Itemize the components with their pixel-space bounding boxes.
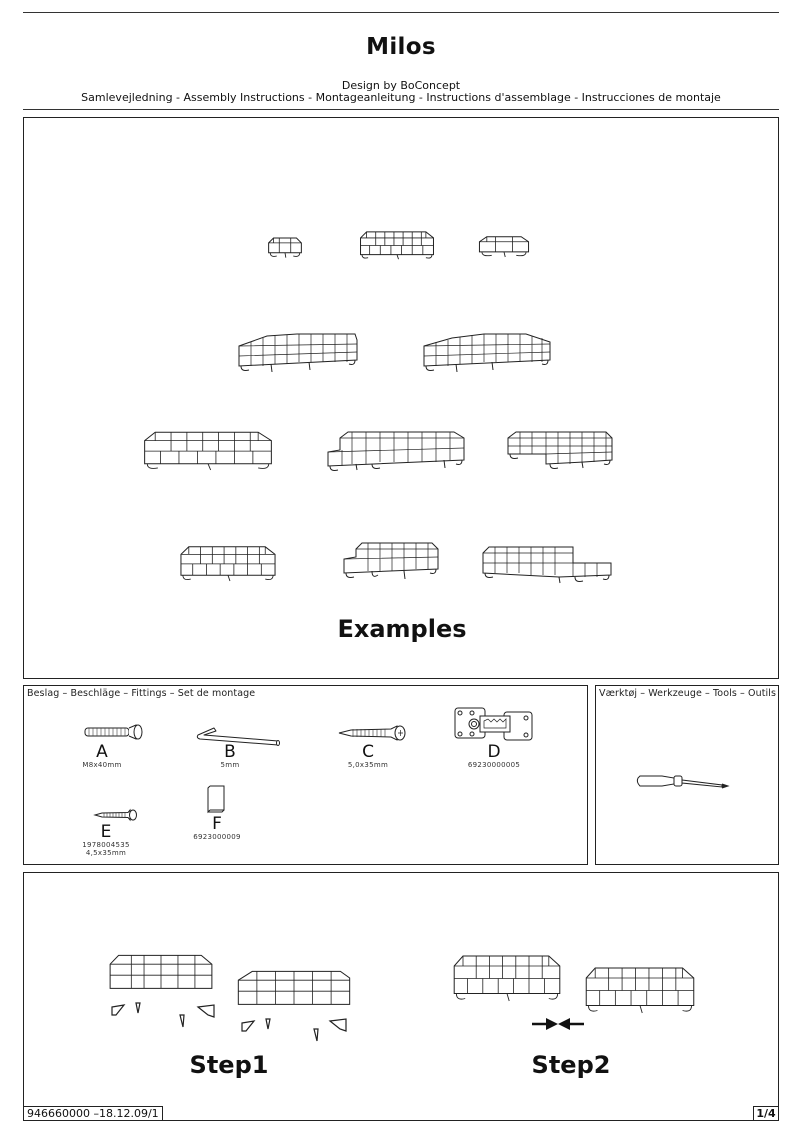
step1-legs-left bbox=[110, 1001, 220, 1029]
part-f: F 6923000009 bbox=[193, 814, 241, 841]
screwdriver-icon bbox=[634, 770, 734, 794]
steps-panel bbox=[23, 872, 779, 1121]
corner-sofa-left-illustration bbox=[237, 326, 361, 374]
footstool-large-illustration bbox=[477, 235, 531, 257]
page-number: 1/4 bbox=[753, 1106, 779, 1120]
examples-label: Examples bbox=[337, 615, 467, 643]
bolt-icon bbox=[84, 724, 144, 740]
part-d: D 69230000005 bbox=[467, 742, 521, 769]
sofa-2-seater-illustration bbox=[359, 228, 435, 260]
examples-panel bbox=[23, 117, 779, 679]
part-b: B 5mm bbox=[220, 742, 240, 769]
document-code: 946660000 –18.12.09/1 bbox=[23, 1106, 163, 1120]
header-rule bbox=[23, 109, 779, 110]
chaise-sofa-right-illustration bbox=[506, 428, 616, 472]
step2-module-right bbox=[584, 963, 696, 1013]
step2-module-left bbox=[452, 951, 562, 1001]
corner-sofa-right-illustration bbox=[422, 326, 552, 374]
sofa-3-seater-long-illustration bbox=[142, 428, 274, 470]
step2-label: Step2 bbox=[531, 1051, 611, 1079]
part-c: C 5,0x35mm bbox=[347, 742, 389, 769]
sofa-with-chaise-front-illustration bbox=[342, 541, 440, 583]
part-e: E 1978004535 4,5x35mm bbox=[82, 822, 130, 857]
chaise-sofa-left-illustration bbox=[326, 428, 468, 472]
part-a: A M8x40mm bbox=[82, 742, 122, 769]
step1-legs-right bbox=[240, 1017, 352, 1043]
sofa-2-seater-armrest-illustration bbox=[179, 543, 277, 581]
step1-label: Step1 bbox=[189, 1051, 269, 1079]
step1-module-right bbox=[236, 967, 352, 1011]
tools-panel bbox=[595, 685, 779, 865]
page-title: Milos bbox=[366, 34, 436, 60]
fittings-header: Beslag – Beschläge – Fittings – Set de montage bbox=[27, 688, 256, 699]
designer-credit: Design by BoConcept bbox=[341, 79, 461, 92]
small-screw-icon bbox=[94, 809, 138, 821]
fittings-panel bbox=[23, 685, 588, 865]
instructions-subtitle: Samlevejledning - Assembly Instructions - Montageanleitung - Instructions d'assemblage - Instrucciones de montaje bbox=[81, 91, 721, 104]
step1-module-left bbox=[108, 951, 214, 995]
tools-header: Værktøj – Werkzeuge – Tools – Outils bbox=[599, 688, 777, 699]
top-rule bbox=[23, 12, 779, 13]
wood-screw-icon bbox=[337, 724, 409, 742]
sofa-with-footstool-illustration bbox=[481, 543, 613, 583]
footstool-small-illustration bbox=[267, 236, 303, 258]
push-together-arrows-icon bbox=[532, 1017, 584, 1031]
connector-plate-icon bbox=[454, 706, 534, 742]
bracket-clip-icon bbox=[204, 784, 228, 814]
